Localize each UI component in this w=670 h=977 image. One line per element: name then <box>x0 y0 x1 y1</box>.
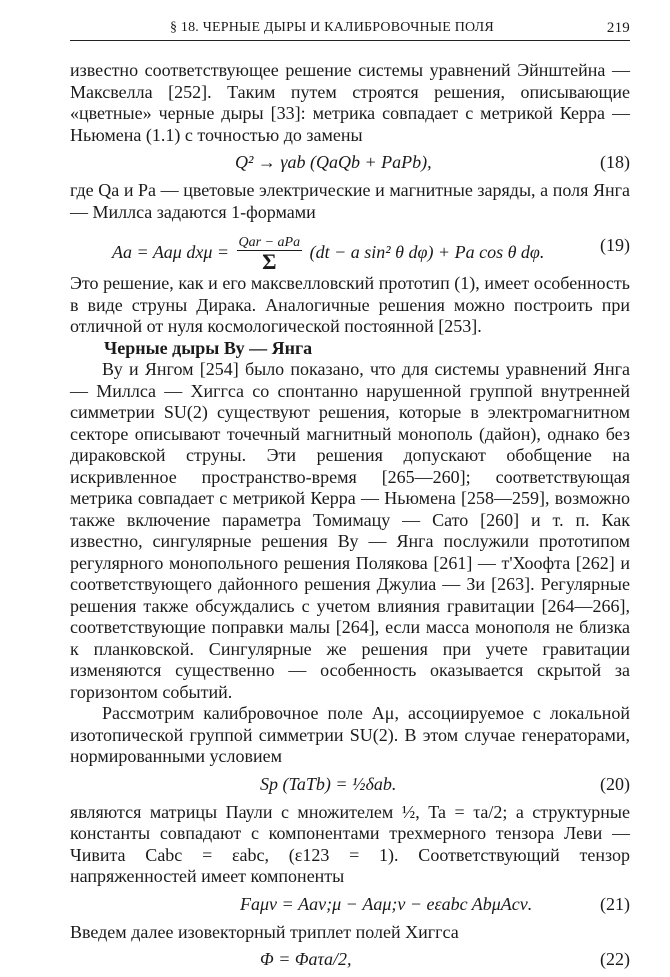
equation-21 <box>70 890 630 920</box>
equation-21-body: Faμν = Aaν;μ − Aaμ;ν − eεabc AbμAcν. <box>240 893 533 914</box>
running-header <box>70 18 630 41</box>
page-number: 219 <box>606 20 630 36</box>
equation-19-denominator: Σ <box>262 249 277 274</box>
equation-18-body: Q² → γab (QaQb + PaPb), <box>235 152 432 172</box>
paragraph-3: Это решение, как и его максвелловский прототип (1), имеет особенность в виде струны Дирака. Аналогичные решения можно построить при отличной от нуля космологической постоянной [253]. <box>70 273 630 336</box>
paragraph-4: Ву и Янгом [254] было показано, что для системы уравнений Янга — Миллса — Хиггса со спонтанно нарушенной группой внутренней симметрии SU(2) существуют решения, которые в электромагнитном секторе описывают точечный магнитный монополь (дайон), однако без дираковской струны. Эти решения допускают обобщение на искривленное пространство-время [265—260]; соответствующая метрика совпадает с метрикой Керра — Ньюмена [258—259], возможно также включение параметра Томимацу — Сато [260] и т. п. Как известно, сингулярные решения Ву — Янга послужили прототипом регулярного монопольного решения Полякова [261] — т'Хоофта [262] и соответствующего дайонного решения Джулиа — Зи [263]. Регулярные решения также обсуждались с учетом влияния гравитации [264—266], соответствующие поправки малы [264], если масса монополя не близка к планковской. Сингулярные же решения при учете гравитации изменяются существенно — особенность оказывается скрытой за горизонтом событий. <box>70 359 630 702</box>
equation-19-body <box>112 235 544 273</box>
equation-20-number: (20) <box>600 773 630 794</box>
equation-20 <box>70 770 630 800</box>
paragraph-2: где Qa и Pa — цветовые электрические и магнитные заряды, а поля Янга — Миллса задаются 1-формами <box>70 180 630 222</box>
paragraph-7: Введем далее изовекторный триплет полей Хиггса <box>70 921 459 942</box>
equation-19-rhs: (dt − a sin² θ dφ) + Pa cos θ dφ. <box>309 242 545 263</box>
equation-19-lhs: Aa = Aaμ dxμ = <box>112 242 230 263</box>
equation-22-number: (22) <box>600 949 630 969</box>
section-title: § 18. ЧЕРНЫЕ ДЫРЫ И КАЛИБРОВОЧНЫЕ ПОЛЯ <box>170 20 494 35</box>
paragraph-6: являются матрицы Паули с множителем ½, Ta = τa/2; а структурные константы совпадают с компонентами трехмерного тензора Леви — Чивита Cabc = εabc, (ε123 = 1). Соответствующий тензор напряженностей имеет компоненты <box>70 801 630 886</box>
equation-18-number: (18) <box>600 152 630 172</box>
equation-22-body: Φ = Φaτa/2, <box>260 949 352 969</box>
equation-19 <box>70 225 630 274</box>
equation-19-numerator: Qar − aPa <box>238 235 301 250</box>
equation-20-body: Sp (TaTb) = ½δab. <box>260 773 397 794</box>
page-body <box>70 60 630 977</box>
equation-18 <box>70 148 630 178</box>
equation-19-fraction <box>237 235 303 273</box>
equation-19-number: (19) <box>600 235 630 255</box>
equation-21-number: (21) <box>600 893 630 914</box>
paragraph-5: Рассмотрим калибровочное поле Aμ, ассоциируемое с локальной изотопической группой симметрии SU(2). В этом случае генераторами, нормированными условием <box>70 703 630 766</box>
subsection-heading: Черные дыры Ву — Янга <box>104 337 313 358</box>
paragraph-1: известно соответствующее решение системы уравнений Эйнштейна — Максвелла [252]. Таким путем строятся решения, описывающие «цветные» черные дыры [33]: метрика совпадает с метрикой Керра — Ньюмена (1.1) с точностью до замены <box>70 60 630 145</box>
